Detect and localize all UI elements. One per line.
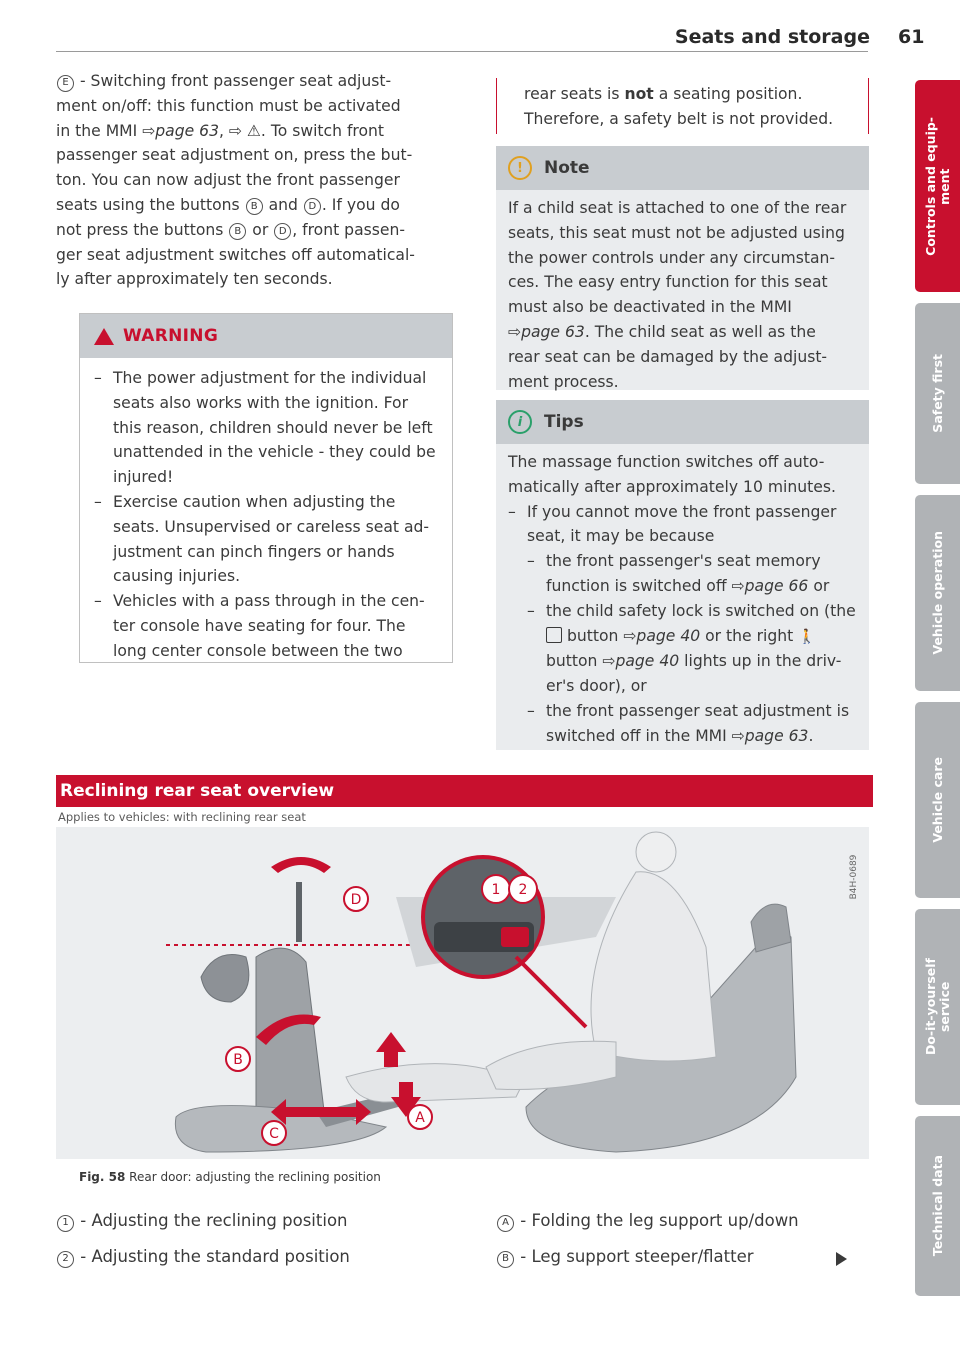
child-icon: 🚶 (798, 628, 816, 645)
page-ref-link[interactable]: ⇨page 40 (602, 652, 680, 671)
function-item-a: A - Folding the leg support up/down (496, 1211, 799, 1232)
info-icon: i (508, 410, 532, 434)
tips-item: – If you cannot move the front passenger seat, it may be because – the front passenger's seat memory function is switched off ⇨page 66 or – the child safety lock is switched on (the button ⇨page 40 or the right 🚶 button ⇨page 40 lights up in the driv- er's door), or – the front passenger seat adjustment is switched off in the MMI ⇨page 63. (508, 500, 857, 749)
applies-note: Applies to vehicles: with reclining rear seat (58, 810, 306, 824)
intro-paragraph: E - Switching front passenger seat adjust- ment on/off: this function must be activated in the MMI ⇨page 63, ⇨ ⚠. To switch front passenger seat adjustment on, press the but- ton. You can now adjust the front passenger seats using the buttons B and D . If you do not press the buttons B or D , front passen- ger seat adjustment switches off automatical- ly after approximately ten seconds. (56, 72, 415, 289)
page-ref-link[interactable]: ⇨page 66 (731, 576, 809, 595)
tab-safety-first[interactable]: Safety first (915, 303, 960, 484)
callout-d: D (350, 892, 362, 908)
page-ref-link[interactable]: ⇨page 63 (142, 121, 219, 140)
header-rule (56, 51, 868, 52)
tips-body: The massage function switches off auto- matically after approximately 10 minutes. – If you cannot move the front passenger seat, it may be because – the front passenger's seat memory function is switched off ⇨page 66 or – the child safety lock is switched on (the button ⇨page 40 or the right 🚶 button ⇨page 40 lights up in the driv- er's door), or – the front passenger seat adjustment is switched off in the MMI ⇨page 63. (496, 444, 869, 757)
warning-box (79, 313, 453, 663)
figure-58 (56, 827, 869, 1159)
note-body: If a child seat is attached to one of the rear seats, this seat must not be adjusted using the power controls under any circumstan- ces. The easy entry function for this seat must also be deactivated in the MMI ⇨page 63. The child seat as well as the rear seat can be damaged by the adjust- ment process. (508, 199, 847, 391)
function-item-1: 1 - Adjusting the reclining position (56, 1211, 348, 1232)
section-heading: Reclining rear seat overview (56, 775, 873, 807)
note-header: ! Note (496, 146, 869, 190)
callout-e: E (57, 75, 74, 92)
warning-list (80, 358, 452, 664)
tab-vehicle-care[interactable]: Vehicle care (915, 702, 960, 898)
seat-illustration (56, 827, 869, 1159)
child-lock-icon (546, 627, 562, 643)
callout-c: C (269, 1126, 279, 1142)
function-item-2: 2 - Adjusting the standard position (56, 1247, 350, 1268)
note-box (496, 146, 869, 390)
warning-item: – Exercise caution when adjusting the seats. Unsupervised or careless seat ad- justment can pinch fingers or hands causing injuries. (94, 490, 438, 589)
callout-1: 1 (491, 882, 501, 898)
note-icon: ! (508, 156, 532, 180)
figure-caption: Fig. 58 Rear door: adjusting the reclining position (79, 1170, 381, 1184)
warning-icon (94, 328, 114, 345)
tips-subitem: – the child safety lock is switched on (the button ⇨page 40 or the right 🚶 button ⇨page 40 lights up in the driv- er's door), or (527, 599, 857, 699)
running-header-title: Seats and storage (674, 26, 870, 48)
callout-2: 2 (518, 882, 528, 898)
page-number: 61 (898, 26, 925, 48)
function-item-b: B - Leg support steeper/flatter (496, 1247, 754, 1268)
continued-warning: rear seats is not a seating position. Therefore, a safety belt is not provided. (496, 78, 869, 134)
tab-controls[interactable]: Controls and equip- ment (915, 80, 960, 292)
page-ref-link[interactable]: ⇨page 63 (508, 322, 585, 341)
continue-arrow-icon (836, 1252, 847, 1266)
tips-subitem: – the front passenger's seat memory function is switched off ⇨page 66 or (527, 549, 857, 599)
warning-item: – The power adjustment for the individual seats also works with the ignition. For this reason, children should never be left unattended in the vehicle - they could be injured! (94, 366, 438, 490)
tab-do-it-yourself[interactable]: Do-it-yourself service (915, 909, 960, 1105)
page-ref-link[interactable]: ⇨page 63 (731, 726, 809, 745)
tips-header: i Tips (496, 400, 869, 444)
tips-subitem: – the front passenger seat adjustment is switched off in the MMI ⇨page 63. (527, 699, 857, 749)
warning-item: – Vehicles with a pass through in the cen- ter console have seating for four. The long center console between the two (94, 589, 438, 663)
page-ref-link[interactable]: ⇨page 40 (623, 626, 701, 645)
warning-header: WARNING (80, 314, 452, 358)
tips-box (496, 400, 869, 750)
callout-b: B (233, 1052, 243, 1068)
figure-code: B4H-0689 (849, 854, 859, 900)
tab-vehicle-operation[interactable]: Vehicle operation (915, 495, 960, 691)
tab-technical-data[interactable]: Technical data (915, 1116, 960, 1296)
callout-a: A (415, 1110, 425, 1126)
